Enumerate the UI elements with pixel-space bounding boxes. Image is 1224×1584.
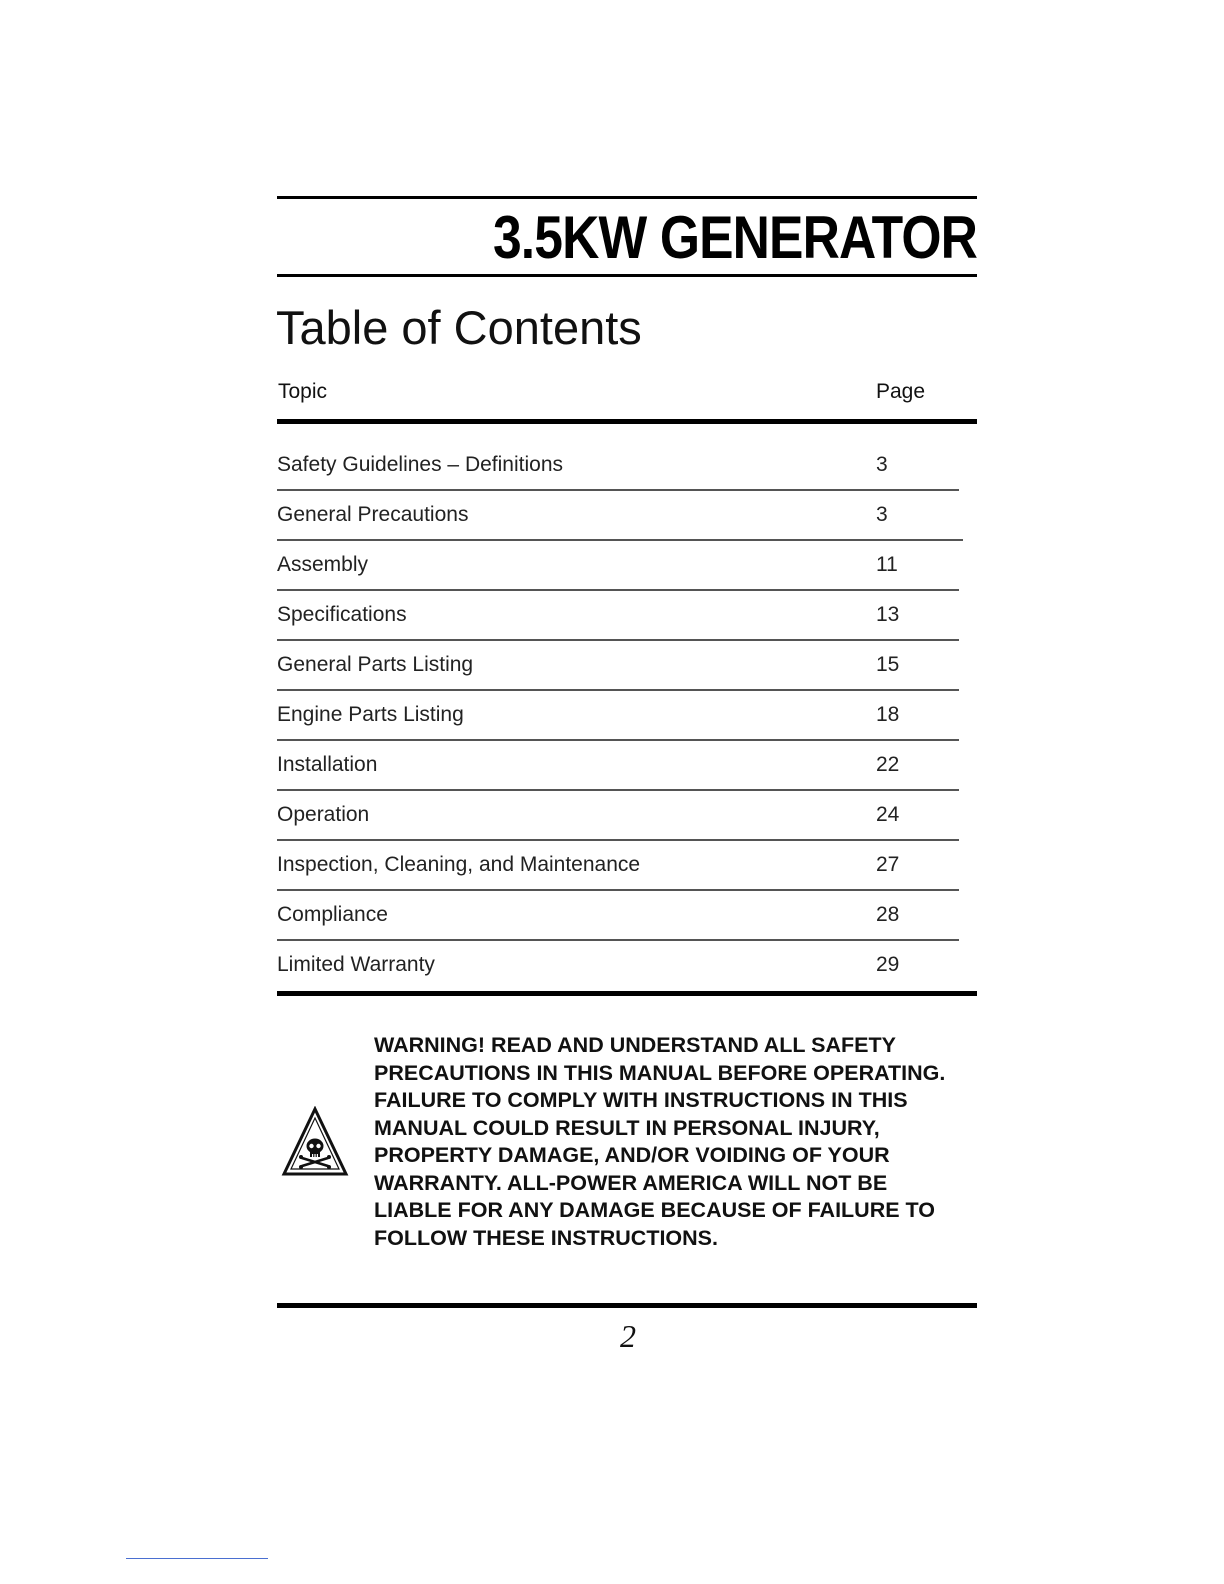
toc-entry[interactable] [277, 591, 959, 641]
toc-entry[interactable] [277, 891, 959, 941]
toc-entry[interactable] [277, 691, 959, 741]
page-title: Table of Contents [276, 301, 642, 354]
toc-entry-topic: Safety Guidelines – Definitions [277, 453, 563, 476]
toc-entry-page: 3 [876, 503, 888, 526]
warning-line: FOLLOW THESE INSTRUCTIONS. [374, 1225, 718, 1250]
warning-line: FAILURE TO COMPLY WITH INSTRUCTIONS IN THIS [374, 1088, 908, 1112]
toc-entry-topic: Engine Parts Listing [277, 703, 464, 726]
toc-entry-page: 11 [876, 553, 898, 576]
toc-entry[interactable] [277, 791, 959, 841]
toc-header-rule [277, 419, 977, 424]
toc-entry[interactable] [277, 941, 959, 991]
toc-entry-page: 22 [876, 753, 900, 776]
toc-entry-page: 13 [876, 603, 900, 626]
toc-entry-topic: Operation [277, 803, 370, 826]
toc-entry-page: 28 [876, 903, 900, 926]
toc-entry-topic: Specifications [277, 603, 407, 626]
toc-entry-page: 18 [876, 703, 900, 726]
warning-line: MANUAL COULD RESULT IN PERSONAL INJURY, [374, 1115, 880, 1140]
toc-entry-page: 24 [876, 803, 900, 826]
footer-link-underline [126, 1558, 268, 1559]
warning-line: PRECAUTIONS IN THIS MANUAL BEFORE OPERATING. [374, 1060, 946, 1085]
toc-entry-topic: Assembly [277, 553, 369, 576]
header-top-rule [277, 196, 977, 199]
skull-warning-triangle-icon [281, 1106, 349, 1178]
toc-entry[interactable] [277, 641, 959, 691]
warning-line: LIABLE FOR ANY DAMAGE BECAUSE OF FAILURE TO [374, 1198, 936, 1222]
safety-warning-text [374, 1032, 974, 1252]
topic-column-header: Topic [278, 380, 328, 403]
toc-entry-topic: Limited Warranty [277, 953, 435, 976]
toc-entry-page: 27 [876, 853, 900, 876]
toc-entry[interactable] [277, 441, 959, 491]
toc-bottom-rule [277, 991, 977, 996]
warning-line: PROPERTY DAMAGE, AND/OR VOIDING OF YOUR [374, 1143, 890, 1167]
toc-entry-topic: Inspection, Cleaning, and Maintenance [277, 853, 641, 876]
toc-entry-topic: General Precautions [277, 503, 469, 526]
header-bottom-rule [277, 274, 977, 277]
page-column-header: Page [876, 380, 926, 403]
toc-entry[interactable] [277, 841, 959, 891]
footer-rule [277, 1303, 977, 1308]
toc-entry-topic: General Parts Listing [277, 653, 474, 676]
toc-entry-page: 15 [876, 653, 900, 676]
toc-entry-topic: Compliance [277, 903, 388, 926]
toc-entry-topic: Installation [277, 753, 378, 776]
page-number: 2 [620, 1318, 636, 1354]
toc-entry[interactable] [277, 741, 959, 791]
toc-entry[interactable] [277, 491, 963, 541]
toc-entry-page: 29 [876, 953, 900, 976]
warning-line: WARNING! READ AND UNDERSTAND ALL SAFETY [374, 1033, 896, 1057]
toc-entry-page: 3 [876, 453, 888, 476]
warning-line: WARRANTY. ALL-POWER AMERICA WILL NOT BE [374, 1170, 888, 1195]
product-title: 3.5KW GENERATOR [492, 204, 977, 271]
toc-entry[interactable] [277, 541, 959, 591]
